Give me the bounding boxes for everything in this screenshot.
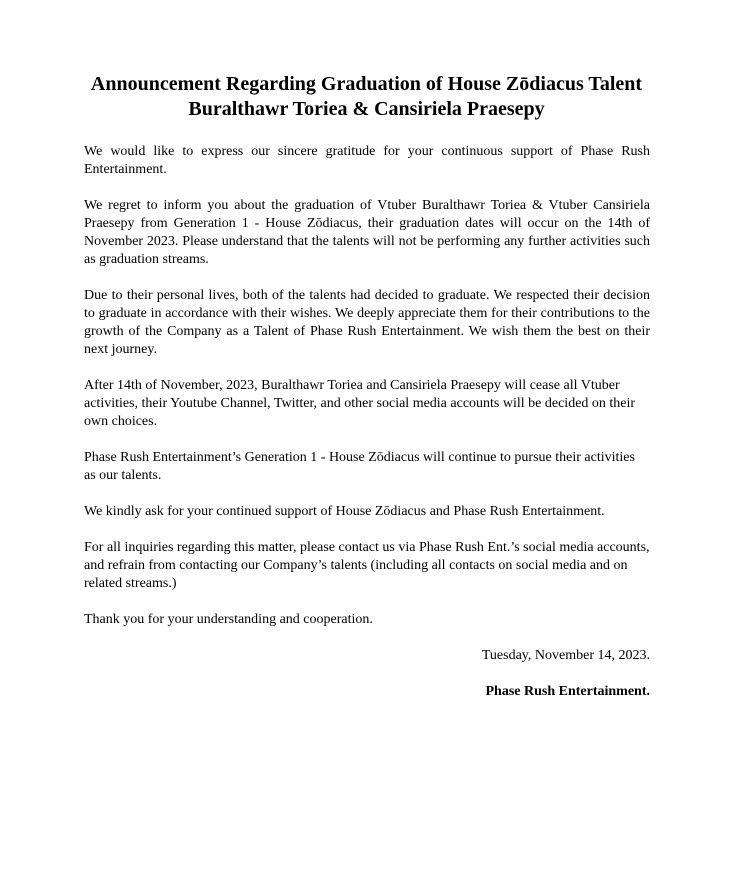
paragraph-reasons: Due to their personal lives, both of the talents had decided to graduate. We respected their decision to graduate in accordance with their wishes. We deeply appreciate them for their contributions to the growth of the Company as a Talent of Phase Rush Entertainment. We wish them the best on their next journey.	[84, 288, 650, 357]
paragraph-inquiries: For all inquiries regarding this matter, please contact us via Phase Rush Ent.’s social media accounts, and refrain from contacting our Company’s talents (including all contacts on social media and on related streams.)	[84, 540, 650, 591]
document-signature: Phase Rush Entertainment.	[485, 684, 650, 699]
paragraph-thanks: Thank you for your understanding and cooperation.	[84, 612, 373, 627]
title-line-1: Announcement Regarding Graduation of House Zōdiacus Talent	[90, 73, 643, 95]
document-title	[60, 72, 673, 122]
document-date: Tuesday, November 14, 2023.	[481, 648, 650, 663]
document-body	[84, 143, 650, 719]
paragraph-continuation: Phase Rush Entertainment’s Generation 1 - House Zōdiacus will continue to pursue their activities as our talents.	[84, 450, 635, 483]
paragraph-support-request: We kindly ask for your continued support of House Zōdiacus and Phase Rush Entertainment.	[84, 504, 605, 519]
paragraph-cessation: After 14th of November, 2023, Buralthawr Toriea and Cansiriela Praesepy will cease all Vtuber activities, their Youtube Channel, Twitter, and other social media accounts will be decided on their own choices.	[84, 378, 636, 429]
title-line-2: Buralthawr Toriea & Cansiriela Praesepy	[188, 98, 545, 120]
paragraph-graduation-notice: We regret to inform you about the graduation of Vtuber Buralthawr Toriea & Vtuber Cansiriela Praesepy from Generation 1 - House Zōdiacus, their graduation dates will occur on the 14th of November 2023. Please understand that the talents will not be performing any further activities such as graduation streams.	[84, 198, 650, 267]
paragraph-gratitude: We would like to express our sincere gratitude for your continuous support of Phase Rush Entertainment.	[84, 144, 650, 177]
